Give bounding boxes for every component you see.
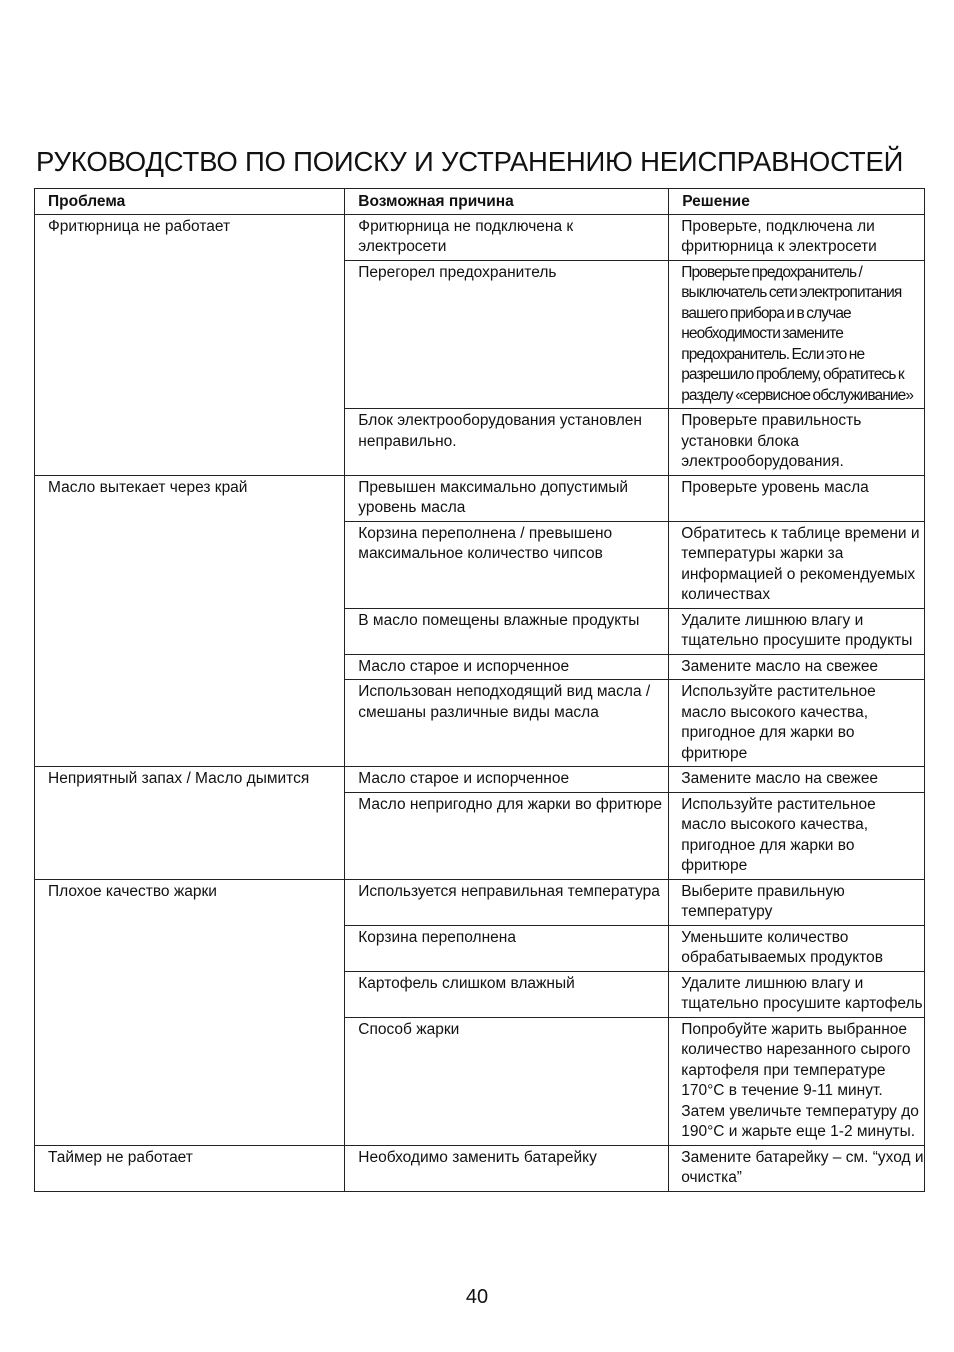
cause-cell: В масло помещены влажные продукты xyxy=(345,608,669,654)
troubleshooting-table xyxy=(34,188,925,1192)
cause-cell: Масло старое и испорченное xyxy=(345,654,669,680)
solution-cell: Удалите лишнюю влагу и тщательно просушите картофель xyxy=(669,971,925,1017)
solution-cell: Проверьте уровень масла xyxy=(669,475,925,521)
solution-cell: Уменьшите количество обрабатываемых продуктов xyxy=(669,925,925,971)
cause-cell: Корзина переполнена / превышено максимальное количество чипсов xyxy=(345,521,669,608)
table-row xyxy=(35,1145,925,1191)
column-header-solution: Решение xyxy=(669,189,925,215)
solution-cell: Замените масло на свежее xyxy=(669,767,925,793)
problem-cell: Плохое качество жарки xyxy=(35,879,345,1145)
column-header-problem: Проблема xyxy=(35,189,345,215)
problem-cell: Таймер не работает xyxy=(35,1145,345,1191)
problem-cell: Масло вытекает через край xyxy=(35,475,345,767)
column-header-cause: Возможная причина xyxy=(345,189,669,215)
table-row xyxy=(35,767,925,793)
cause-cell: Масло старое и испорченное xyxy=(345,767,669,793)
solution-cell: Используйте растительное масло высокого качества, пригодное для жарки во фритюре xyxy=(669,792,925,879)
solution-cell: Выберите правильную температуру xyxy=(669,879,925,925)
cause-cell: Перегорел предохранитель xyxy=(345,260,669,409)
cause-cell: Блок электрооборудования установлен неправильно. xyxy=(345,409,669,476)
solution-cell: Проверьте правильность установки блока электрооборудования. xyxy=(669,409,925,476)
cause-cell: Фритюрница не подключена к электросети xyxy=(345,214,669,260)
solution-cell: Проверьте, подключена ли фритюрница к электросети xyxy=(669,214,925,260)
page-title: РУКОВОДСТВО ПО ПОИСКУ И УСТРАНЕНИЮ НЕИСПРАВНОСТЕЙ xyxy=(36,146,904,177)
cause-cell: Необходимо заменить батарейку xyxy=(345,1145,669,1191)
solution-cell: Замените масло на свежее xyxy=(669,654,925,680)
cause-cell: Превышен максимально допустимый уровень масла xyxy=(345,475,669,521)
problem-cell: Неприятный запах / Масло дымится xyxy=(35,767,345,880)
table-row xyxy=(35,214,925,260)
cause-cell: Использован неподходящий вид масла / смешаны различные виды масла xyxy=(345,680,669,767)
table-header-row xyxy=(35,189,925,215)
solution-cell: Используйте растительное масло высокого качества, пригодное для жарки во фритюре xyxy=(669,680,925,767)
cause-cell: Картофель слишком влажный xyxy=(345,971,669,1017)
page-number: 40 xyxy=(465,1286,489,1308)
solution-cell: Удалите лишнюю влагу и тщательно просушите продукты xyxy=(669,608,925,654)
table-row xyxy=(35,475,925,521)
solution-cell: Проверьте предохранитель / выключатель сети электропитания вашего прибора и в случае необходимости замените предохранитель. Если это не разрешило проблему, обратитесь к разделу «сервисное обслуживание» xyxy=(669,260,925,409)
solution-cell: Попробуйте жарить выбранное количество нарезанного сырого картофеля при температуре 170°C в течение 9-11 минут. Затем увеличьте температуру до 190°C и жарьте еще 1-2 минуты. xyxy=(669,1017,925,1145)
table-row xyxy=(35,879,925,925)
problem-cell: Фритюрница не работает xyxy=(35,214,345,475)
cause-cell: Корзина переполнена xyxy=(345,925,669,971)
cause-cell: Используется неправильная температура xyxy=(345,879,669,925)
cause-cell: Способ жарки xyxy=(345,1017,669,1145)
cause-cell: Масло непригодно для жарки во фритюре xyxy=(345,792,669,879)
solution-cell: Обратитесь к таблице времени и температуры жарки за информацией о рекомендуемых количествах xyxy=(669,521,925,608)
solution-cell: Замените батарейку – см. “уход и очистка” xyxy=(669,1145,925,1191)
